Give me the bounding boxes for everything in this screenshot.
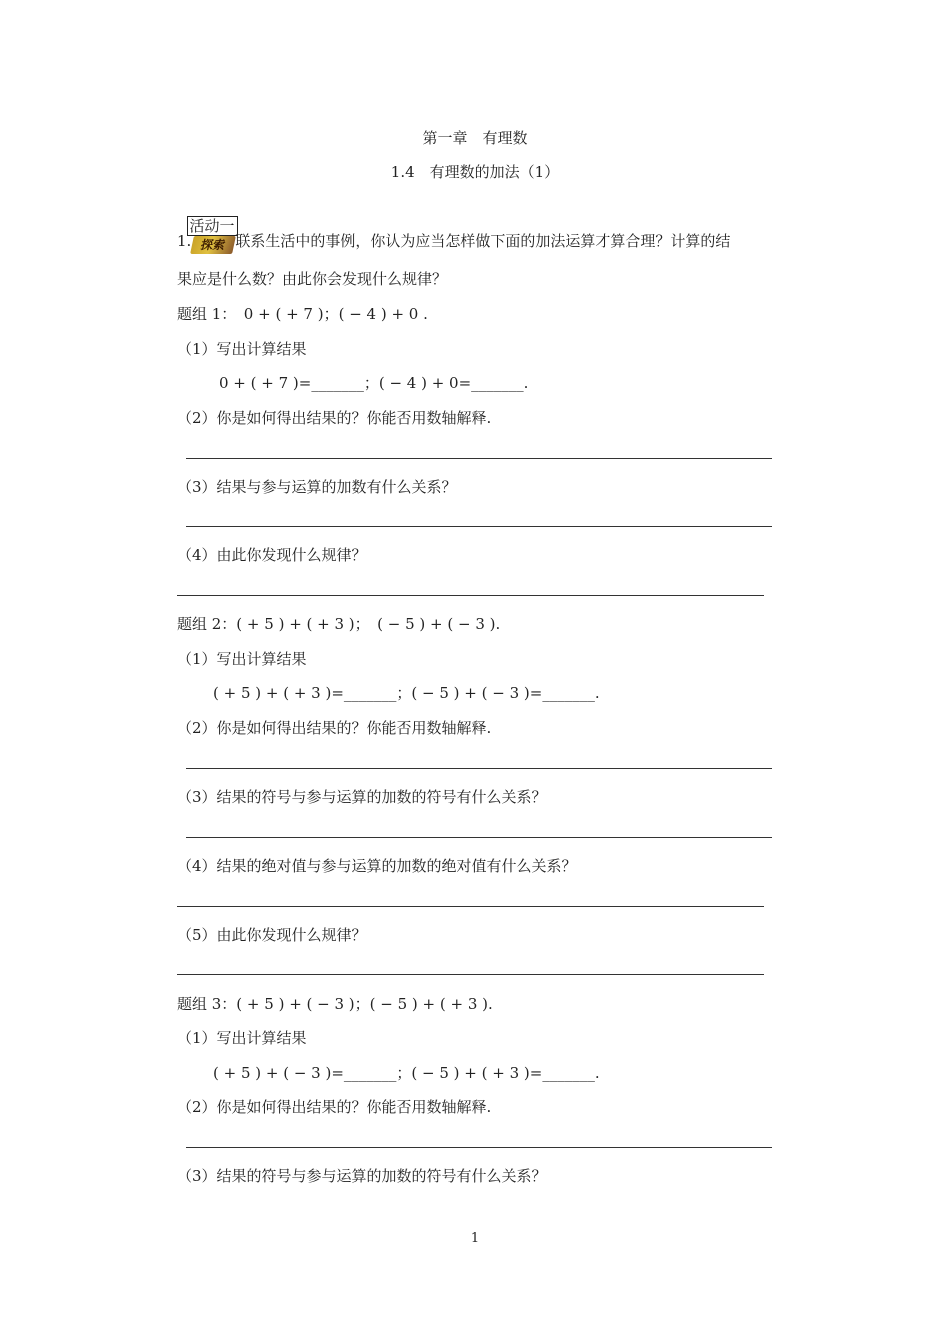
- answer-line[interactable]: [177, 906, 764, 907]
- group2-q2: （2）你是如何得出结果的？你能否用数轴解释.: [177, 719, 492, 737]
- group2-q4: （4）结果的绝对值与参与运算的加数的绝对值有什么关系？: [177, 857, 577, 875]
- section-title: 1.4 有理数的加法（1）: [390, 163, 560, 181]
- group2-q1: （1）写出计算结果: [177, 650, 307, 668]
- intro-line-1: [177, 231, 730, 254]
- explore-badge-icon: 探索: [190, 236, 236, 254]
- answer-line[interactable]: [186, 768, 772, 769]
- answer-line[interactable]: [186, 837, 772, 838]
- group1-q4: （4）由此你发现什么规律？: [177, 546, 367, 564]
- group1-q1-expression[interactable]: 0 + ( + 7 )=_______；( − 4 ) + 0=_______.: [219, 374, 529, 392]
- chapter-title: 第一章 有理数: [422, 129, 528, 147]
- answer-line[interactable]: [186, 1147, 772, 1148]
- answer-line[interactable]: [177, 974, 764, 975]
- group1-title: 题组 1： 0 + ( + 7 )；( − 4 ) + 0 .: [177, 305, 428, 323]
- group3-q3: （3）结果的符号与参与运算的加数的符号有什么关系？: [177, 1167, 547, 1185]
- intro-text-1: 联系生活中的事例，你认为应当怎样做下面的加法运算才算合理？计算的结: [235, 232, 731, 250]
- group3-q1: （1）写出计算结果: [177, 1029, 307, 1047]
- group2-q3: （3）结果的符号与参与运算的加数的符号有什么关系？: [177, 788, 547, 806]
- activity-box: 活动一: [187, 216, 238, 236]
- group3-q2: （2）你是如何得出结果的？你能否用数轴解释.: [177, 1098, 492, 1116]
- intro-number: 1.: [177, 232, 192, 250]
- group2-q5: （5）由此你发现什么规律？: [177, 926, 367, 944]
- group2-title: 题组 2：( + 5 ) + ( + 3 )； ( − 5 ) + ( − 3 ).: [177, 615, 501, 633]
- activity-label: [177, 196, 238, 236]
- group1-q1: （1）写出计算结果: [177, 340, 307, 358]
- answer-line[interactable]: [177, 595, 764, 596]
- group2-q1-expression[interactable]: ( + 5 ) + ( + 3 )=_______；( − 5 ) + ( − 3 )=_______.: [213, 684, 600, 702]
- group3-title: 题组 3：( + 5 ) + ( − 3 )；( − 5 ) + ( + 3 ).: [177, 995, 493, 1013]
- group3-q1-expression[interactable]: ( + 5 ) + ( − 3 )=_______；( − 5 ) + ( + 3 )=_______.: [213, 1064, 600, 1082]
- answer-line[interactable]: [186, 526, 772, 527]
- group1-q3: （3）结果与参与运算的加数有什么关系？: [177, 478, 457, 496]
- answer-line[interactable]: [186, 458, 772, 459]
- page-number: 1: [470, 1231, 480, 1246]
- group1-q2: （2）你是如何得出结果的？你能否用数轴解释.: [177, 409, 492, 427]
- intro-line-2: 果应是什么数？由此你会发现什么规律？: [177, 270, 448, 288]
